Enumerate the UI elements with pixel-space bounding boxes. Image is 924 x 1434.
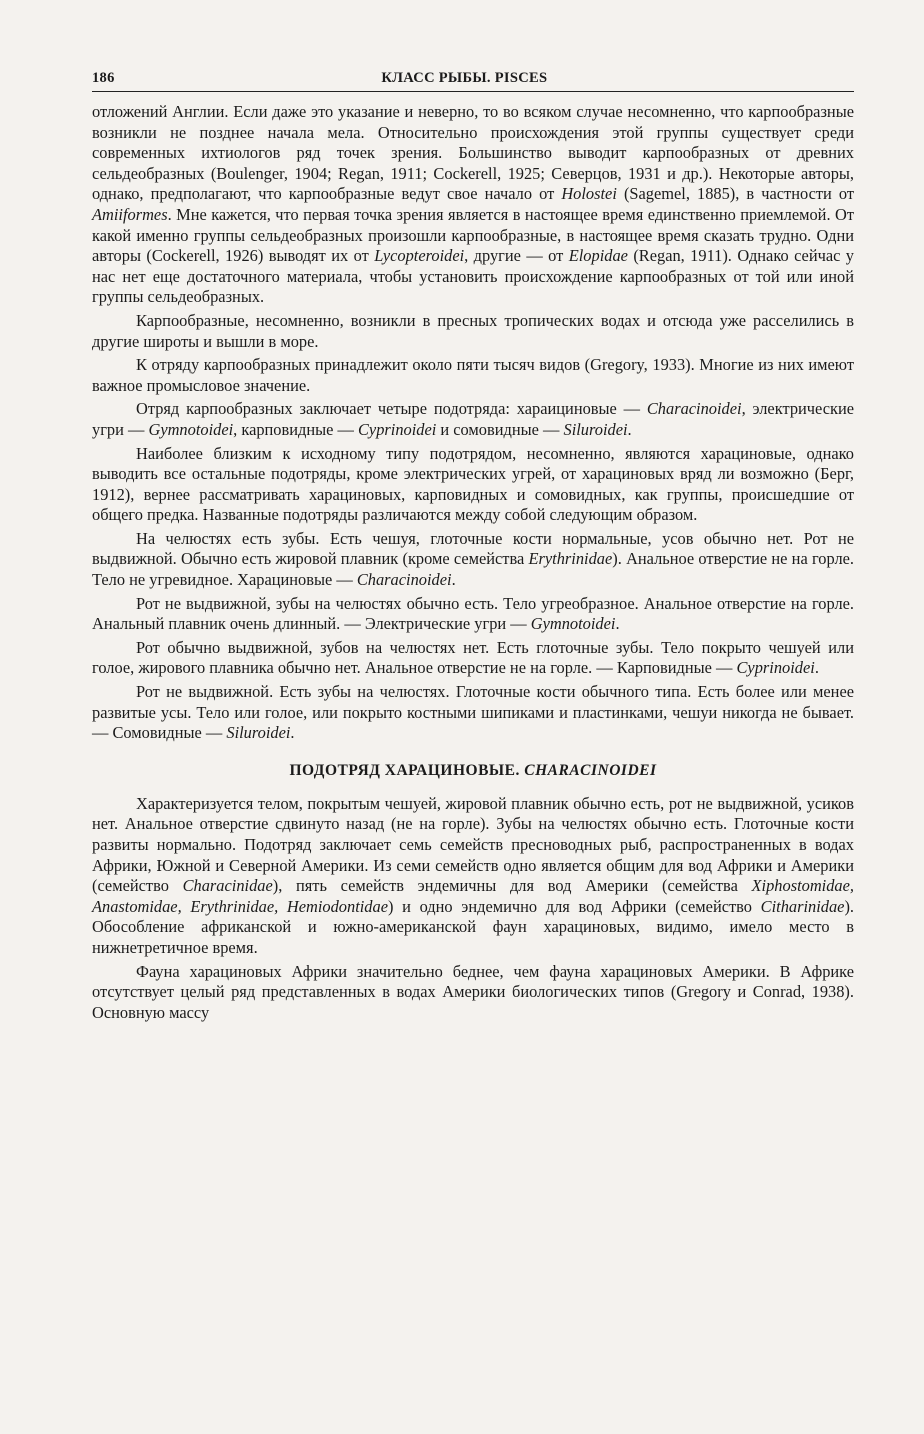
text-run: , электрические угри — <box>92 399 854 439</box>
body-text-part1 <box>92 102 854 744</box>
page-header <box>92 70 854 92</box>
text-run: На челюстях есть зубы. Есть чешуя, глоточные кости нормальные, усов обычно нет. Рот не выдвижной. Обычно есть жировой плавник (кроме семейства <box>92 528 854 569</box>
paragraph <box>92 529 854 591</box>
text-run: . <box>627 419 632 439</box>
latin-term: Siluroidei <box>226 723 291 743</box>
paragraph <box>92 355 854 396</box>
text-run: . <box>814 658 819 678</box>
text-run: Фауна харациновых Африки значительно беднее, чем фауна харациновых Америки. В Африке отсутствует целый ряд представленных в водах Америки биологических типов (Gregory и Conrad, 1938). Основную массу <box>92 961 854 1022</box>
text-run: Карпообразные, несомненно, возникли в пресных тропических водах и отсюда уже расселились в другие широты и вышли в море. <box>92 310 854 351</box>
text-run: , другие — от <box>464 246 569 266</box>
text-run: Характеризуется телом, покрытым чешуей, жировой плавник обычно есть, рот не выдвижной, усиков нет. Анальное отверстие сдвинуто назад (не на горле). Зубы на челюстях обычно есть. Глоточные кости развиты нормально. Подотряд заключает семь семейств пресноводных рыб, распространенных в водах Африки, Южной и Северной Америки. Из семи семейств одно является общим для вод Африки и Америки (семейство <box>92 793 854 896</box>
text-run: ), пять семейств эндемичны для вод Америки (семейства <box>272 876 752 896</box>
latin-term: Gymnotoidei <box>148 419 234 439</box>
text-run: Отряд карпообразных заключает четыре подотряда: хараициновые — <box>136 399 647 419</box>
section-heading-latin: CHARACINOIDEI <box>524 761 657 779</box>
section-heading-prefix: ПОДОТРЯД ХАРАЦИНОВЫЕ. <box>289 761 525 779</box>
text-run: . <box>290 723 295 743</box>
text-run: отложений Англии. Если даже это указание и неверно, то во всяком случае несомненно, что карпообразные возникли не позднее начала мела. Относительно происхождения этой группы существует среди современных ихтиологов ряд точек зрения. Большинство выводит карпообразных от древних сельдеобразных (Boulenger, 1904; Regan, 1911; Cockerell, 1925; Северцов, 1931 и др.). Некоторые авторы, однако, предполагают, что карпообразные ведут свое начало от <box>92 102 854 204</box>
text-run: . Мне кажется, что первая точка зрения является в настоящее время единственно приемлемой. От какой именно группы сельдеобразных произошли карпообразные, в настоящее время сказать трудно. Одни авторы (Cockerell, 1926) выводят их от <box>92 204 854 266</box>
paragraph <box>92 682 854 744</box>
latin-term: Holostei <box>561 184 617 204</box>
paragraph <box>92 102 854 308</box>
paragraph <box>92 311 854 352</box>
running-title: КЛАСС РЫБЫ. PISCES <box>381 70 548 86</box>
text-run: ). Анальное отверстие не на горле. Тело не угревидное. Харациновые — <box>92 549 855 590</box>
text-run: К отряду карпообразных принадлежит около пяти тысяч видов (Gregory, 1933). Многие из них имеют важное промысловое значение. <box>92 355 854 395</box>
latin-term: Lycopteroidei <box>374 246 465 266</box>
paragraph <box>92 638 854 679</box>
paragraph <box>92 962 854 1024</box>
text-run: Рот не выдвижной. Есть зубы на челюстях. Глоточные кости обычного типа. Есть более или менее развитые усы. Тело или голое, или покрыто костными шипиками и пластинками, чешуи никогда не бывает. — Сомовидные — <box>92 682 854 743</box>
latin-term: Gymnotoidei <box>530 614 616 634</box>
page-number: 186 <box>92 70 115 86</box>
latin-term: Amiiformes <box>92 204 168 224</box>
latin-term: Characinoidei <box>646 399 742 419</box>
paragraph <box>92 594 854 635</box>
latin-term: Characinidae <box>182 876 273 896</box>
paragraph <box>92 399 854 440</box>
text-run: . <box>615 614 620 634</box>
section-heading <box>92 762 854 780</box>
latin-term: Cyprinoidei <box>736 658 815 678</box>
paragraph <box>92 794 854 959</box>
latin-term: Cyprinoidei <box>358 419 437 439</box>
text-run: Рот не выдвижной, зубы на челюстях обычно есть. Тело угреобразное. Анальное отверстие на горле. Анальный плавник очень длинный. — Электрические угри — <box>92 593 854 634</box>
text-run: , карповидные — <box>233 419 358 439</box>
body-text-part2 <box>92 794 854 1024</box>
latin-term: Xiphostomidae, Anastomidae, Erythrinidae, Hemiodontidae <box>92 876 854 916</box>
latin-term: Elopidae <box>568 246 628 266</box>
text-run: (Sagemel, 1885), в частности от <box>616 184 854 204</box>
text-run: и сомовидные — <box>436 419 564 439</box>
latin-term: Citharinidae <box>760 896 845 916</box>
latin-term: Siluroidei <box>563 419 628 439</box>
text-run: Наиболее близким к исходному типу подотрядом, несомненно, являются харациновые, однако выводить все остальные подотряды, кроме электрических угрей, от харациновых вряд ли возможно (Берг, 1912), вернее рассматривать харациновых, карповидных и сомовидных, как группы, происшедшие от общего предка. Названные подотряды различаются между собой следующим образом. <box>92 443 854 525</box>
text-run: . <box>451 570 456 590</box>
book-page <box>92 70 854 1023</box>
paragraph <box>92 444 854 526</box>
text-run: Рот обычно выдвижной, зубов на челюстях нет. Есть глоточные зубы. Тело покрыто чешуей или голое, жирового плавника обычно нет. Анальное отверстие не на горле. — Карповидные — <box>92 637 854 678</box>
latin-term: Characinoidei <box>356 570 452 590</box>
text-run: ) и одно эндемично для вод Африки (семейство <box>387 896 761 916</box>
latin-term: Erythrinidae <box>528 549 613 569</box>
text-run: (Regan, 1911). Однако сейчас у нас нет еще достаточного материала, чтобы установить происхождение карпообразных от той или иной группы сельдеобразных. <box>92 246 854 307</box>
text-run: ). Обособление африканской и южно-американской фаун харациновых, видимо, имело место в нижнетретичное время. <box>92 896 855 957</box>
